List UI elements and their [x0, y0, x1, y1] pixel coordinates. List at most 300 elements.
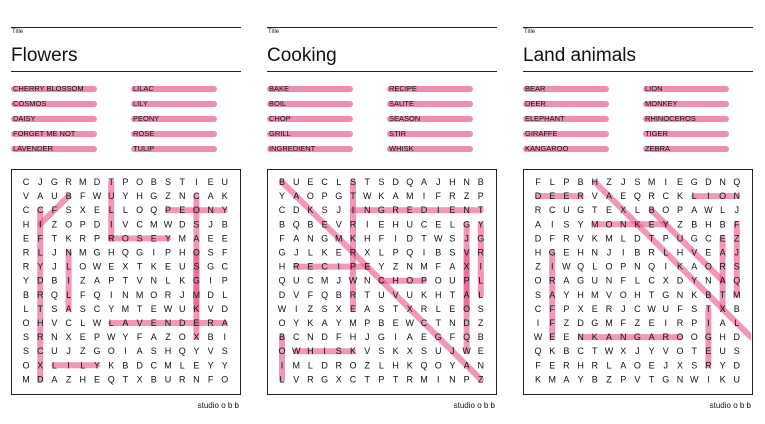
grid-letter: V	[605, 289, 613, 300]
grid-letter: N	[705, 275, 712, 286]
grid-letter: E	[193, 318, 200, 328]
grid-letter: P	[463, 374, 470, 385]
word-item: GIRAFFE	[525, 129, 558, 139]
grid-letter: Y	[719, 360, 726, 371]
grid-letter: F	[435, 191, 441, 202]
grid-letter: V	[293, 374, 300, 385]
grid-letter: T	[51, 233, 58, 244]
grid-letter: O	[605, 261, 613, 272]
grid-letter: C	[534, 303, 542, 314]
grid-letter: B	[22, 289, 30, 300]
grid-letter: Q	[107, 374, 115, 385]
grid-letter: L	[620, 233, 626, 244]
grid-letter: V	[335, 219, 342, 230]
letter-grid-canvas	[268, 170, 495, 393]
grid-letter: S	[193, 261, 200, 272]
grid-letter: W	[348, 275, 358, 286]
grid-letter: J	[435, 177, 441, 187]
grid-letter: Z	[364, 360, 370, 371]
grid-letter: H	[22, 219, 30, 230]
word-item: LILAC	[133, 84, 154, 94]
grid-letter: I	[323, 346, 326, 357]
grid-letter: Z	[307, 303, 314, 314]
grid-letter: O	[278, 346, 286, 357]
grid-letter: V	[591, 191, 598, 202]
grid-letter: E	[563, 332, 570, 343]
grid-letter: C	[321, 177, 328, 187]
grid-letter: B	[634, 247, 641, 258]
grid-letter: P	[93, 233, 101, 244]
grid-letter: H	[392, 275, 399, 286]
grid-letter: R	[648, 247, 655, 258]
grid-letter: N	[150, 275, 158, 286]
grid-letter: I	[479, 261, 483, 272]
grid-letter: E	[307, 177, 314, 187]
grid-letter: P	[164, 205, 172, 216]
grid-letter: N	[363, 275, 371, 286]
grid-letter: G	[577, 275, 585, 286]
grid-letter: P	[378, 374, 385, 385]
grid-letter: N	[164, 318, 172, 328]
grid-letter: L	[663, 247, 669, 258]
word-item: CHOP	[269, 114, 291, 124]
grid-letter: Q	[733, 177, 741, 187]
grid-letter: D	[733, 360, 741, 371]
grid-letter: K	[321, 247, 328, 258]
grid-letter: A	[392, 191, 399, 202]
letter-grid	[11, 169, 241, 395]
grid-letter: G	[93, 247, 101, 258]
grid-letter: O	[65, 219, 73, 230]
grid-letter: F	[378, 233, 385, 244]
grid-letter: V	[136, 275, 143, 286]
grid-letter: K	[591, 332, 598, 343]
grid-letter: A	[420, 177, 428, 187]
grid-letter: A	[605, 332, 613, 343]
grid-letter: Q	[406, 247, 414, 258]
grid-letter: B	[150, 177, 157, 187]
grid-letter: X	[79, 205, 86, 216]
word-item: RHINOCEROS	[645, 114, 696, 124]
grid-letter: T	[136, 261, 143, 272]
grid-letter: O	[136, 177, 144, 187]
grid-letter: L	[122, 205, 128, 216]
grid-letter: A	[691, 261, 698, 272]
grid-letter: X	[719, 303, 726, 314]
grid-letter: U	[719, 346, 726, 357]
grid-letter: L	[435, 303, 441, 314]
grid-letter: Y	[93, 360, 101, 371]
grid-letter: M	[605, 318, 613, 328]
grid-letter: R	[349, 289, 357, 300]
title-caption: Title	[268, 29, 280, 35]
grid-letter: E	[164, 261, 172, 272]
grid-letter: Q	[648, 261, 656, 272]
grid-letter: L	[179, 360, 185, 371]
grid-letter: F	[677, 303, 683, 314]
grid-letter: F	[620, 318, 626, 328]
grid-letter: L	[378, 360, 384, 371]
grid-letter: E	[563, 247, 570, 258]
grid-letter: S	[221, 346, 228, 357]
grid-letter: X	[335, 303, 342, 314]
grid-letter: S	[733, 346, 740, 357]
grid-letter: V	[293, 289, 300, 300]
grid-letter: U	[164, 374, 172, 385]
grid-letter: I	[707, 374, 710, 385]
grid-letter: V	[207, 346, 214, 357]
grid-letter: I	[223, 332, 227, 343]
grid-letter: A	[534, 219, 542, 230]
grid-letter: N	[449, 318, 456, 328]
grid-letter: V	[51, 318, 58, 328]
grid-letter: V	[691, 247, 698, 258]
grid-letter: K	[534, 374, 542, 385]
grid-letter: H	[577, 289, 584, 300]
grid-letter: R	[79, 233, 87, 244]
grid-letter: U	[107, 191, 115, 202]
grid-letter: O	[406, 275, 414, 286]
grid-letter: T	[478, 205, 484, 216]
grid-letter: D	[278, 289, 286, 300]
grid-letter: E	[150, 233, 157, 244]
grid-letter: M	[349, 318, 357, 328]
grid-letter: I	[664, 177, 668, 187]
grid-letter: C	[307, 275, 314, 286]
studio-credit: studio o b b	[453, 401, 495, 410]
grid-letter: L	[66, 289, 72, 300]
word-item: TIGER	[645, 129, 668, 139]
grid-letter: B	[577, 177, 584, 187]
grid-letter: I	[550, 261, 554, 272]
grid-letter: N	[477, 360, 485, 371]
grid-letter: M	[591, 289, 599, 300]
grid-letter: D	[634, 233, 641, 244]
word-item: STIR	[389, 129, 406, 139]
grid-letter: E	[648, 318, 655, 328]
grid-letter: E	[321, 219, 328, 230]
grid-letter: F	[307, 289, 314, 300]
grid-letter: Z	[535, 261, 541, 272]
grid-letter: L	[66, 261, 72, 272]
grid-letter: C	[150, 360, 158, 371]
grid-letter: M	[150, 219, 158, 230]
grid-letter: U	[292, 177, 300, 187]
grid-letter: P	[463, 275, 470, 286]
grid-letter: C	[705, 233, 712, 244]
grid-letter: O	[107, 346, 115, 357]
grid-letter: H	[136, 191, 143, 202]
grid-letter: M	[335, 233, 343, 244]
grid-letter: N	[449, 374, 456, 385]
grid-letter: I	[550, 219, 554, 230]
grid-letter: R	[178, 374, 186, 385]
grid-letter: B	[207, 332, 214, 343]
grid-letter: M	[192, 289, 201, 300]
grid-letter: S	[378, 346, 385, 357]
grid-letter: X	[406, 346, 413, 357]
grid-letter: E	[648, 219, 655, 230]
word-item: PEONY	[133, 114, 159, 124]
grid-letter: Y	[378, 261, 385, 272]
grid-letter: Z	[634, 318, 641, 328]
grid-letter: J	[293, 247, 299, 258]
title-underline	[267, 71, 497, 72]
grid-letter: U	[563, 205, 570, 216]
grid-letter: C	[193, 191, 200, 202]
grid-letter: O	[121, 233, 129, 244]
grid-letter: B	[648, 205, 655, 216]
grid-letter: E	[93, 205, 101, 216]
grid-letter: E	[705, 247, 712, 258]
grid-letter: E	[705, 346, 712, 357]
grid-letter: D	[705, 177, 712, 187]
grid-letter: C	[36, 346, 44, 357]
grid-letter: Y	[278, 191, 286, 202]
grid-letter: M	[22, 374, 30, 385]
grid-letter: O	[676, 346, 684, 357]
grid-letter: K	[349, 346, 357, 357]
grid-letter: R	[676, 318, 684, 328]
grid-letter: W	[533, 332, 543, 343]
grid-letter: T	[392, 374, 399, 385]
grid-letter: F	[734, 219, 740, 230]
grid-letter: H	[363, 233, 371, 244]
grid-letter: G	[704, 332, 712, 343]
grid-letter: N	[719, 177, 726, 187]
studio-credit: studio o b b	[709, 401, 751, 410]
word-item: SAUTE	[389, 99, 414, 109]
grid-letter: A	[221, 318, 228, 328]
grid-letter: I	[664, 318, 668, 328]
grid-letter: P	[563, 177, 570, 187]
grid-letter: Y	[207, 360, 214, 371]
grid-letter: I	[337, 261, 341, 272]
grid-letter: A	[406, 332, 413, 343]
grid-letter: R	[307, 374, 314, 385]
grid-letter: X	[620, 205, 627, 216]
grid-letter: L	[37, 247, 43, 258]
grid-letter: D	[534, 233, 542, 244]
grid-letter: L	[307, 360, 313, 371]
grid-letter: L	[378, 247, 384, 258]
grid-letter: D	[534, 191, 542, 202]
grid-letter: E	[207, 233, 214, 244]
grid-letter: S	[22, 346, 30, 357]
grid-letter: R	[36, 289, 44, 300]
grid-letter: Y	[577, 219, 584, 230]
grid-letter: J	[66, 346, 71, 357]
grid-letter: T	[364, 289, 370, 300]
grid-letter: K	[676, 191, 684, 202]
grid-letter: C	[634, 303, 641, 314]
grid-letter: E	[549, 191, 556, 202]
grid-letter: Z	[478, 374, 484, 385]
word-item: CHERRY BLOSSOM	[13, 84, 84, 94]
word-item: KANGAROO	[525, 144, 568, 154]
grid-letter: B	[278, 219, 286, 230]
grid-letter: T	[449, 289, 456, 300]
grid-letter: N	[178, 191, 186, 202]
grid-letter: Y	[221, 360, 228, 371]
grid-letter: Q	[121, 247, 129, 258]
grid-letter: I	[394, 233, 397, 244]
grid-letter: F	[336, 332, 342, 343]
grid-letter: E	[22, 233, 30, 244]
grid-letter: J	[52, 247, 57, 258]
grid-letter: A	[136, 346, 143, 357]
grid-letter: A	[364, 303, 371, 314]
grid-letter: U	[449, 275, 456, 286]
grid-letter: P	[392, 247, 399, 258]
grid-letter: I	[394, 332, 397, 343]
grid-letter: Z	[165, 191, 171, 202]
grid-letter: E	[349, 303, 357, 314]
grid-letter: J	[52, 261, 57, 272]
grid-letter: E	[179, 205, 186, 216]
grid-letter: K	[307, 318, 314, 328]
grid-letter: E	[449, 205, 456, 216]
grid-letter: D	[207, 289, 214, 300]
grid-letter: O	[178, 332, 186, 343]
grid-letter: S	[691, 360, 698, 371]
grid-letter: S	[378, 303, 385, 314]
word-item: LILY	[133, 99, 148, 109]
grid-letter: V	[577, 233, 584, 244]
grid-letter: R	[392, 205, 399, 216]
grid-letter: Y	[648, 346, 655, 357]
title-underline	[11, 71, 241, 72]
grid-letter: T	[37, 303, 43, 314]
found-word-highlight	[595, 182, 751, 337]
grid-letter: B	[705, 289, 712, 300]
grid-letter: B	[278, 177, 286, 187]
grid-letter: B	[591, 374, 598, 385]
grid-letter: I	[436, 374, 440, 385]
grid-letter: X	[65, 332, 72, 343]
grid-letter: R	[65, 177, 72, 187]
grid-letter: R	[107, 233, 115, 244]
grid-letter: E	[378, 219, 385, 230]
grid-letter: W	[92, 191, 102, 202]
grid-letter: P	[477, 191, 484, 202]
grid-letter: O	[221, 374, 229, 385]
grid-letter: S	[164, 177, 172, 187]
grid-letter: O	[662, 205, 670, 216]
grid-letter: Q	[93, 289, 101, 300]
grid-letter: G	[548, 247, 556, 258]
grid-letter: R	[349, 247, 357, 258]
grid-letter: W	[604, 346, 614, 357]
grid-letter: K	[108, 360, 115, 371]
grid-letter: G	[591, 318, 599, 328]
word-item: ROSE	[133, 129, 154, 139]
grid-letter: F	[549, 233, 555, 244]
grid-letter: K	[65, 233, 72, 244]
grid-letter: I	[124, 346, 127, 357]
grid-letter: C	[349, 374, 357, 385]
word-list	[11, 84, 241, 159]
grid-letter: E	[648, 360, 655, 371]
grid-letter: P	[563, 303, 570, 314]
grid-letter: U	[662, 303, 670, 314]
grid-letter: G	[690, 177, 698, 187]
grid-letter: C	[420, 219, 428, 230]
grid-letter: D	[292, 205, 300, 216]
grid-letter: R	[207, 318, 214, 328]
grid-letter: E	[620, 191, 627, 202]
grid-letter: G	[278, 247, 286, 258]
grid-letter: D	[36, 275, 44, 286]
grid-letter: L	[549, 177, 555, 187]
grid-letter: S	[563, 219, 570, 230]
grid-letter: V	[136, 318, 143, 328]
grid-letter: L	[691, 191, 697, 202]
grid-letter: N	[676, 374, 684, 385]
grid-letter: A	[691, 205, 698, 216]
grid-letter: H	[107, 247, 115, 258]
grid-letter: T	[421, 233, 427, 244]
grid-letter: O	[79, 261, 87, 272]
grid-letter: E	[335, 247, 342, 258]
grid-letter: R	[335, 360, 343, 371]
grid-letter: W	[92, 261, 102, 272]
grid-letter: L	[634, 205, 640, 216]
grid-letter: J	[364, 332, 370, 343]
grid-letter: U	[378, 289, 385, 300]
grid-letter: H	[36, 318, 44, 328]
grid-letter: F	[279, 233, 285, 244]
grid-letter: G	[321, 374, 329, 385]
grid-letter: G	[434, 332, 442, 343]
grid-letter: V	[463, 247, 470, 258]
grid-letter: A	[648, 332, 655, 343]
grid-letter: N	[463, 205, 470, 216]
grid-letter: Y	[37, 261, 44, 272]
grid-letter: E	[392, 318, 399, 328]
grid-letter: Z	[734, 233, 740, 244]
grid-letter: C	[22, 177, 30, 187]
grid-letter: H	[79, 374, 87, 385]
grid-letter: E	[435, 219, 442, 230]
grid-letter: Y	[691, 275, 698, 286]
grid-letter: E	[719, 233, 726, 244]
grid-letter: M	[320, 275, 329, 286]
grid-letter: D	[577, 318, 584, 328]
grid-letter: H	[449, 177, 456, 187]
grid-letter: D	[406, 233, 414, 244]
grid-letter: S	[335, 346, 342, 357]
word-item: DEER	[525, 99, 546, 109]
grid-letter: N	[676, 289, 684, 300]
grid-letter: L	[108, 205, 114, 216]
grid-letter: Y	[662, 219, 669, 230]
grid-letter: T	[350, 191, 356, 202]
grid-letter: G	[50, 177, 58, 187]
grid-letter: M	[79, 177, 87, 187]
grid-letter: E	[420, 332, 428, 343]
grid-letter: J	[336, 275, 342, 286]
grid-letter: W	[163, 219, 173, 230]
grid-letter: E	[477, 346, 484, 357]
grid-letter: L	[222, 289, 228, 300]
grid-letter: L	[606, 360, 612, 371]
grid-letter: D	[93, 219, 101, 230]
grid-letter: N	[463, 177, 470, 187]
grid-letter: O	[278, 318, 286, 328]
grid-letter: F	[449, 332, 456, 343]
grid-letter: G	[690, 233, 698, 244]
